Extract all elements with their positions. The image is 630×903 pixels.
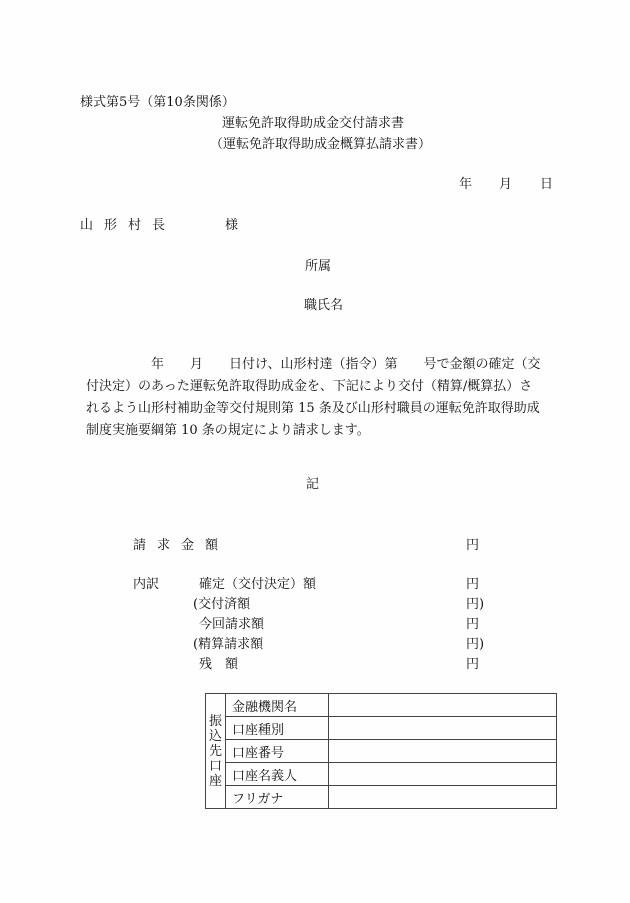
date-year: 年 <box>459 177 473 192</box>
bank-field-label: 口座番号 <box>226 740 329 763</box>
bank-name-field[interactable] <box>329 694 557 717</box>
breakdown-row-label: 今回請求額 <box>199 617 265 632</box>
bank-field-label: 金融機関名 <box>226 694 329 717</box>
breakdown-row-label: (精算請求額 <box>193 637 264 652</box>
addressee: 山形村長 <box>80 218 177 233</box>
account-type-field[interactable] <box>329 717 557 740</box>
form-number: 様式第5号（第10条関係） <box>80 95 235 110</box>
body-line: れるよう山形村補助金等交付規則第 15 条及び山形村職員の運転免許取得助成 <box>86 401 540 416</box>
request-amount-unit: 円 <box>466 538 480 553</box>
breakdown-row-unit: 円 <box>466 657 480 672</box>
document-title: 運転免許取得助成金交付請求書 <box>222 116 405 131</box>
notes-heading: 記 <box>306 477 320 492</box>
honorific: 様 <box>225 218 239 233</box>
breakdown-row-label: 確定（交付決定）額 <box>199 577 317 592</box>
request-body <box>86 354 566 442</box>
affiliation-label: 所属 <box>305 259 332 274</box>
bank-section-label <box>206 694 226 809</box>
bank-account-table <box>205 693 557 809</box>
breakdown-row-unit: 円) <box>466 637 485 652</box>
name-label: 職氏名 <box>304 298 344 313</box>
bank-section-label-text: 振 込 先 口 座 <box>208 713 222 789</box>
body-line: 付決定）のあった運転免許取得助成金を、下記により交付（精算/概算払）さ <box>86 379 533 394</box>
furigana-field[interactable] <box>329 786 557 809</box>
breakdown-row-unit: 円 <box>466 577 480 592</box>
account-number-field[interactable] <box>329 740 557 763</box>
document-subtitle: （運転免許取得助成金概算払請求書） <box>210 137 432 152</box>
date-day: 日 <box>540 177 554 192</box>
date-month: 月 <box>499 177 513 192</box>
breakdown-row-label: 残 額 <box>199 657 239 672</box>
body-line: 制度実施要綱第 10 条の規定により請求します。 <box>86 423 370 438</box>
body-line: 年 月 日付け、山形村達（指令）第 号で金額の確定（交 <box>86 357 541 372</box>
breakdown-row-label: (交付済額 <box>193 597 251 612</box>
bank-field-label: 口座名義人 <box>226 763 329 786</box>
breakdown-label: 内訳 <box>133 577 160 592</box>
breakdown-row-unit: 円) <box>466 597 485 612</box>
bank-field-label: フリガナ <box>226 786 329 809</box>
breakdown-row-unit: 円 <box>466 617 480 632</box>
bank-field-label: 口座種別 <box>226 717 329 740</box>
request-amount-label: 請求金額 <box>133 538 230 553</box>
account-holder-field[interactable] <box>329 763 557 786</box>
